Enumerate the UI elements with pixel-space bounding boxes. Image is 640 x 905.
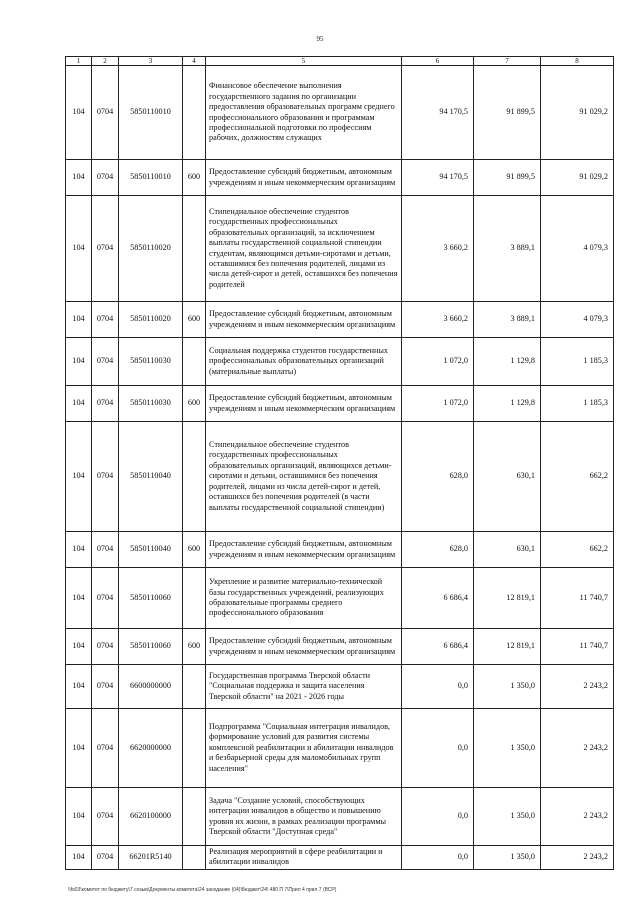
- amount-cell: 1 350,0: [474, 788, 541, 846]
- table-row: [66, 338, 614, 386]
- amount-cell: 1 185,3: [541, 386, 614, 422]
- amount-cell: 4 079,3: [541, 196, 614, 302]
- target-article-cell: 5850110060: [119, 629, 183, 665]
- section-cell: 0704: [92, 386, 119, 422]
- amount-cell: 91 029,2: [541, 66, 614, 160]
- target-article-cell: 5850110030: [119, 386, 183, 422]
- table-row: [66, 386, 614, 422]
- section-cell: 0704: [92, 66, 119, 160]
- section-cell: 0704: [92, 846, 119, 870]
- amount-cell: 91 029,2: [541, 160, 614, 196]
- amount-cell: 628,0: [402, 422, 474, 532]
- code-cell: 104: [66, 160, 92, 196]
- name-cell: Стипендиальное обеспечение студентов государственных профессиональных образовательных организаций, за исключением выплаты государственной социальной стипендии студентам, являющимся детьми-сиротами и детьми, оставшимися без попечения родителей, лицами из числа детей-сирот и детей, оставшихся без попечения родителей: [206, 196, 402, 302]
- name-cell: Предоставление субсидий бюджетным, автономным учреждениям и иным некоммерческим организациям: [206, 532, 402, 568]
- target-article-cell: 6620000000: [119, 709, 183, 788]
- target-article-cell: 5850110040: [119, 532, 183, 568]
- name-cell: Стипендиальное обеспечение студентов государственных профессиональных образовательных организаций, являющихся детьми-сиротами и детьми, оставшимися без попечения родителей, лицами из числа детей-сирот и детей, оставшихся без попечения родителей (в части выплаты государственной социальной стипендии): [206, 422, 402, 532]
- name-cell: Укрепление и развитие материально-технической базы государственных учреждений, реализующих образовательные программы среднего профессионального образования: [206, 568, 402, 629]
- amount-cell: 3 889,1: [474, 302, 541, 338]
- amount-cell: 2 243,2: [541, 709, 614, 788]
- code-cell: 104: [66, 568, 92, 629]
- code-cell: 104: [66, 709, 92, 788]
- amount-cell: 3 660,2: [402, 196, 474, 302]
- target-article-cell: 5850110040: [119, 422, 183, 532]
- amount-cell: 12 819,1: [474, 629, 541, 665]
- amount-cell: 3 889,1: [474, 196, 541, 302]
- amount-cell: 2 243,2: [541, 846, 614, 870]
- name-cell: Государственная программа Тверской области "Социальная поддержка и защита населения Тверской области" на 2021 - 2026 годы: [206, 665, 402, 709]
- column-number-cell: 5: [206, 57, 402, 66]
- code-cell: 104: [66, 338, 92, 386]
- name-cell: Предоставление субсидий бюджетным, автономным учреждениям и иным некоммерческим организациям: [206, 386, 402, 422]
- name-cell: Финансовое обеспечение выполнения государственного задания по организации предоставления образовательных программ среднего профессионального образования и программам профессиональной подготовки по профессиям рабочих, должностям служащих: [206, 66, 402, 160]
- section-cell: 0704: [92, 788, 119, 846]
- code-cell: 104: [66, 788, 92, 846]
- expense-type-cell: 600: [183, 532, 206, 568]
- code-cell: 104: [66, 66, 92, 160]
- table-row: [66, 160, 614, 196]
- column-number-cell: 6: [402, 57, 474, 66]
- amount-cell: 0,0: [402, 665, 474, 709]
- column-number-cell: 3: [119, 57, 183, 66]
- table-row: [66, 422, 614, 532]
- table-row: [66, 302, 614, 338]
- amount-cell: 662,2: [541, 422, 614, 532]
- table-row: [66, 568, 614, 629]
- amount-cell: 94 170,5: [402, 66, 474, 160]
- amount-cell: 1 350,0: [474, 709, 541, 788]
- amount-cell: 630,1: [474, 532, 541, 568]
- amount-cell: 0,0: [402, 709, 474, 788]
- target-article-cell: 6620100000: [119, 788, 183, 846]
- section-cell: 0704: [92, 422, 119, 532]
- amount-cell: 630,1: [474, 422, 541, 532]
- target-article-cell: 66201R5140: [119, 846, 183, 870]
- table-row: [66, 66, 614, 160]
- expense-type-cell: [183, 665, 206, 709]
- column-number-cell: 2: [92, 57, 119, 66]
- amount-cell: 1 072,0: [402, 386, 474, 422]
- section-cell: 0704: [92, 302, 119, 338]
- amount-cell: 1 072,0: [402, 338, 474, 386]
- code-cell: 104: [66, 846, 92, 870]
- code-cell: 104: [66, 665, 92, 709]
- amount-cell: 628,0: [402, 532, 474, 568]
- section-cell: 0704: [92, 196, 119, 302]
- code-cell: 104: [66, 422, 92, 532]
- expense-type-cell: [183, 196, 206, 302]
- name-cell: Подпрограмма "Социальная интеграция инвалидов, формирование условий для развития системы комплексной реабилитации и абилитации инвалидов и безбарьерной среды для маломобильных групп населения": [206, 709, 402, 788]
- expense-type-cell: [183, 846, 206, 870]
- table-row: [66, 846, 614, 870]
- name-cell: Реализация мероприятий в сфере реабилитации и абилитации инвалидов: [206, 846, 402, 870]
- code-cell: 104: [66, 302, 92, 338]
- amount-cell: 1 185,3: [541, 338, 614, 386]
- amount-cell: 12 819,1: [474, 568, 541, 629]
- expense-type-cell: 600: [183, 302, 206, 338]
- target-article-cell: 6600000000: [119, 665, 183, 709]
- section-cell: 0704: [92, 709, 119, 788]
- amount-cell: 0,0: [402, 788, 474, 846]
- section-cell: 0704: [92, 629, 119, 665]
- section-cell: 0704: [92, 338, 119, 386]
- amount-cell: 2 243,2: [541, 788, 614, 846]
- table-row: [66, 196, 614, 302]
- expense-type-cell: [183, 422, 206, 532]
- amount-cell: 0,0: [402, 846, 474, 870]
- name-cell: Предоставление субсидий бюджетным, автономным учреждениям и иным некоммерческим организациям: [206, 160, 402, 196]
- amount-cell: 91 899,5: [474, 160, 541, 196]
- amount-cell: 662,2: [541, 532, 614, 568]
- name-cell: Предоставление субсидий бюджетным, автономным учреждениям и иным некоммерческим организациям: [206, 629, 402, 665]
- amount-cell: 94 170,5: [402, 160, 474, 196]
- amount-cell: 6 686,4: [402, 629, 474, 665]
- amount-cell: 2 243,2: [541, 665, 614, 709]
- expense-type-cell: [183, 568, 206, 629]
- code-cell: 104: [66, 532, 92, 568]
- code-cell: 104: [66, 196, 92, 302]
- amount-cell: 11 740,7: [541, 568, 614, 629]
- expense-type-cell: [183, 66, 206, 160]
- page-number: 95: [316, 35, 324, 43]
- expense-type-cell: [183, 709, 206, 788]
- code-cell: 104: [66, 386, 92, 422]
- table-row: [66, 532, 614, 568]
- column-number-cell: 8: [541, 57, 614, 66]
- amount-cell: 4 079,3: [541, 302, 614, 338]
- amount-cell: 1 350,0: [474, 665, 541, 709]
- column-number-cell: 7: [474, 57, 541, 66]
- expense-type-cell: 600: [183, 386, 206, 422]
- section-cell: 0704: [92, 160, 119, 196]
- target-article-cell: 5850110010: [119, 160, 183, 196]
- expense-type-cell: 600: [183, 160, 206, 196]
- column-number-cell: 4: [183, 57, 206, 66]
- amount-cell: 1 350,0: [474, 846, 541, 870]
- code-cell: 104: [66, 629, 92, 665]
- name-cell: Задача "Создание условий, способствующих интеграции инвалидов в общество и повышению уровня их жизни, в рамках реализации программы Тверской области "Доступная среда": [206, 788, 402, 846]
- section-cell: 0704: [92, 532, 119, 568]
- table-row: [66, 629, 614, 665]
- section-cell: 0704: [92, 665, 119, 709]
- expense-type-cell: [183, 788, 206, 846]
- target-article-cell: 5850110020: [119, 196, 183, 302]
- target-article-cell: 5850110030: [119, 338, 183, 386]
- table-row: [66, 665, 614, 709]
- footer-file-path: \\fs03\комитет по бюджету\7 созыв\Документы комитета\24 заседание (04)\Бюджет\24\ 480 П 7\Прил 4 прил 7 (ВСР): [68, 887, 337, 893]
- amount-cell: 91 899,5: [474, 66, 541, 160]
- amount-cell: 1 129,8: [474, 338, 541, 386]
- column-number-cell: 1: [66, 57, 92, 66]
- table-row: [66, 788, 614, 846]
- name-cell: Предоставление субсидий бюджетным, автономным учреждениям и иным некоммерческим организациям: [206, 302, 402, 338]
- amount-cell: 6 686,4: [402, 568, 474, 629]
- target-article-cell: 5850110060: [119, 568, 183, 629]
- budget-table: [65, 56, 614, 870]
- target-article-cell: 5850110020: [119, 302, 183, 338]
- amount-cell: 3 660,2: [402, 302, 474, 338]
- section-cell: 0704: [92, 568, 119, 629]
- amount-cell: 1 129,8: [474, 386, 541, 422]
- name-cell: Социальная поддержка студентов государственных профессиональных образовательных организаций (материальные выплаты): [206, 338, 402, 386]
- expense-type-cell: [183, 338, 206, 386]
- table-header-row: [66, 57, 614, 66]
- expense-type-cell: 600: [183, 629, 206, 665]
- target-article-cell: 5850110010: [119, 66, 183, 160]
- table-row: [66, 709, 614, 788]
- amount-cell: 11 740,7: [541, 629, 614, 665]
